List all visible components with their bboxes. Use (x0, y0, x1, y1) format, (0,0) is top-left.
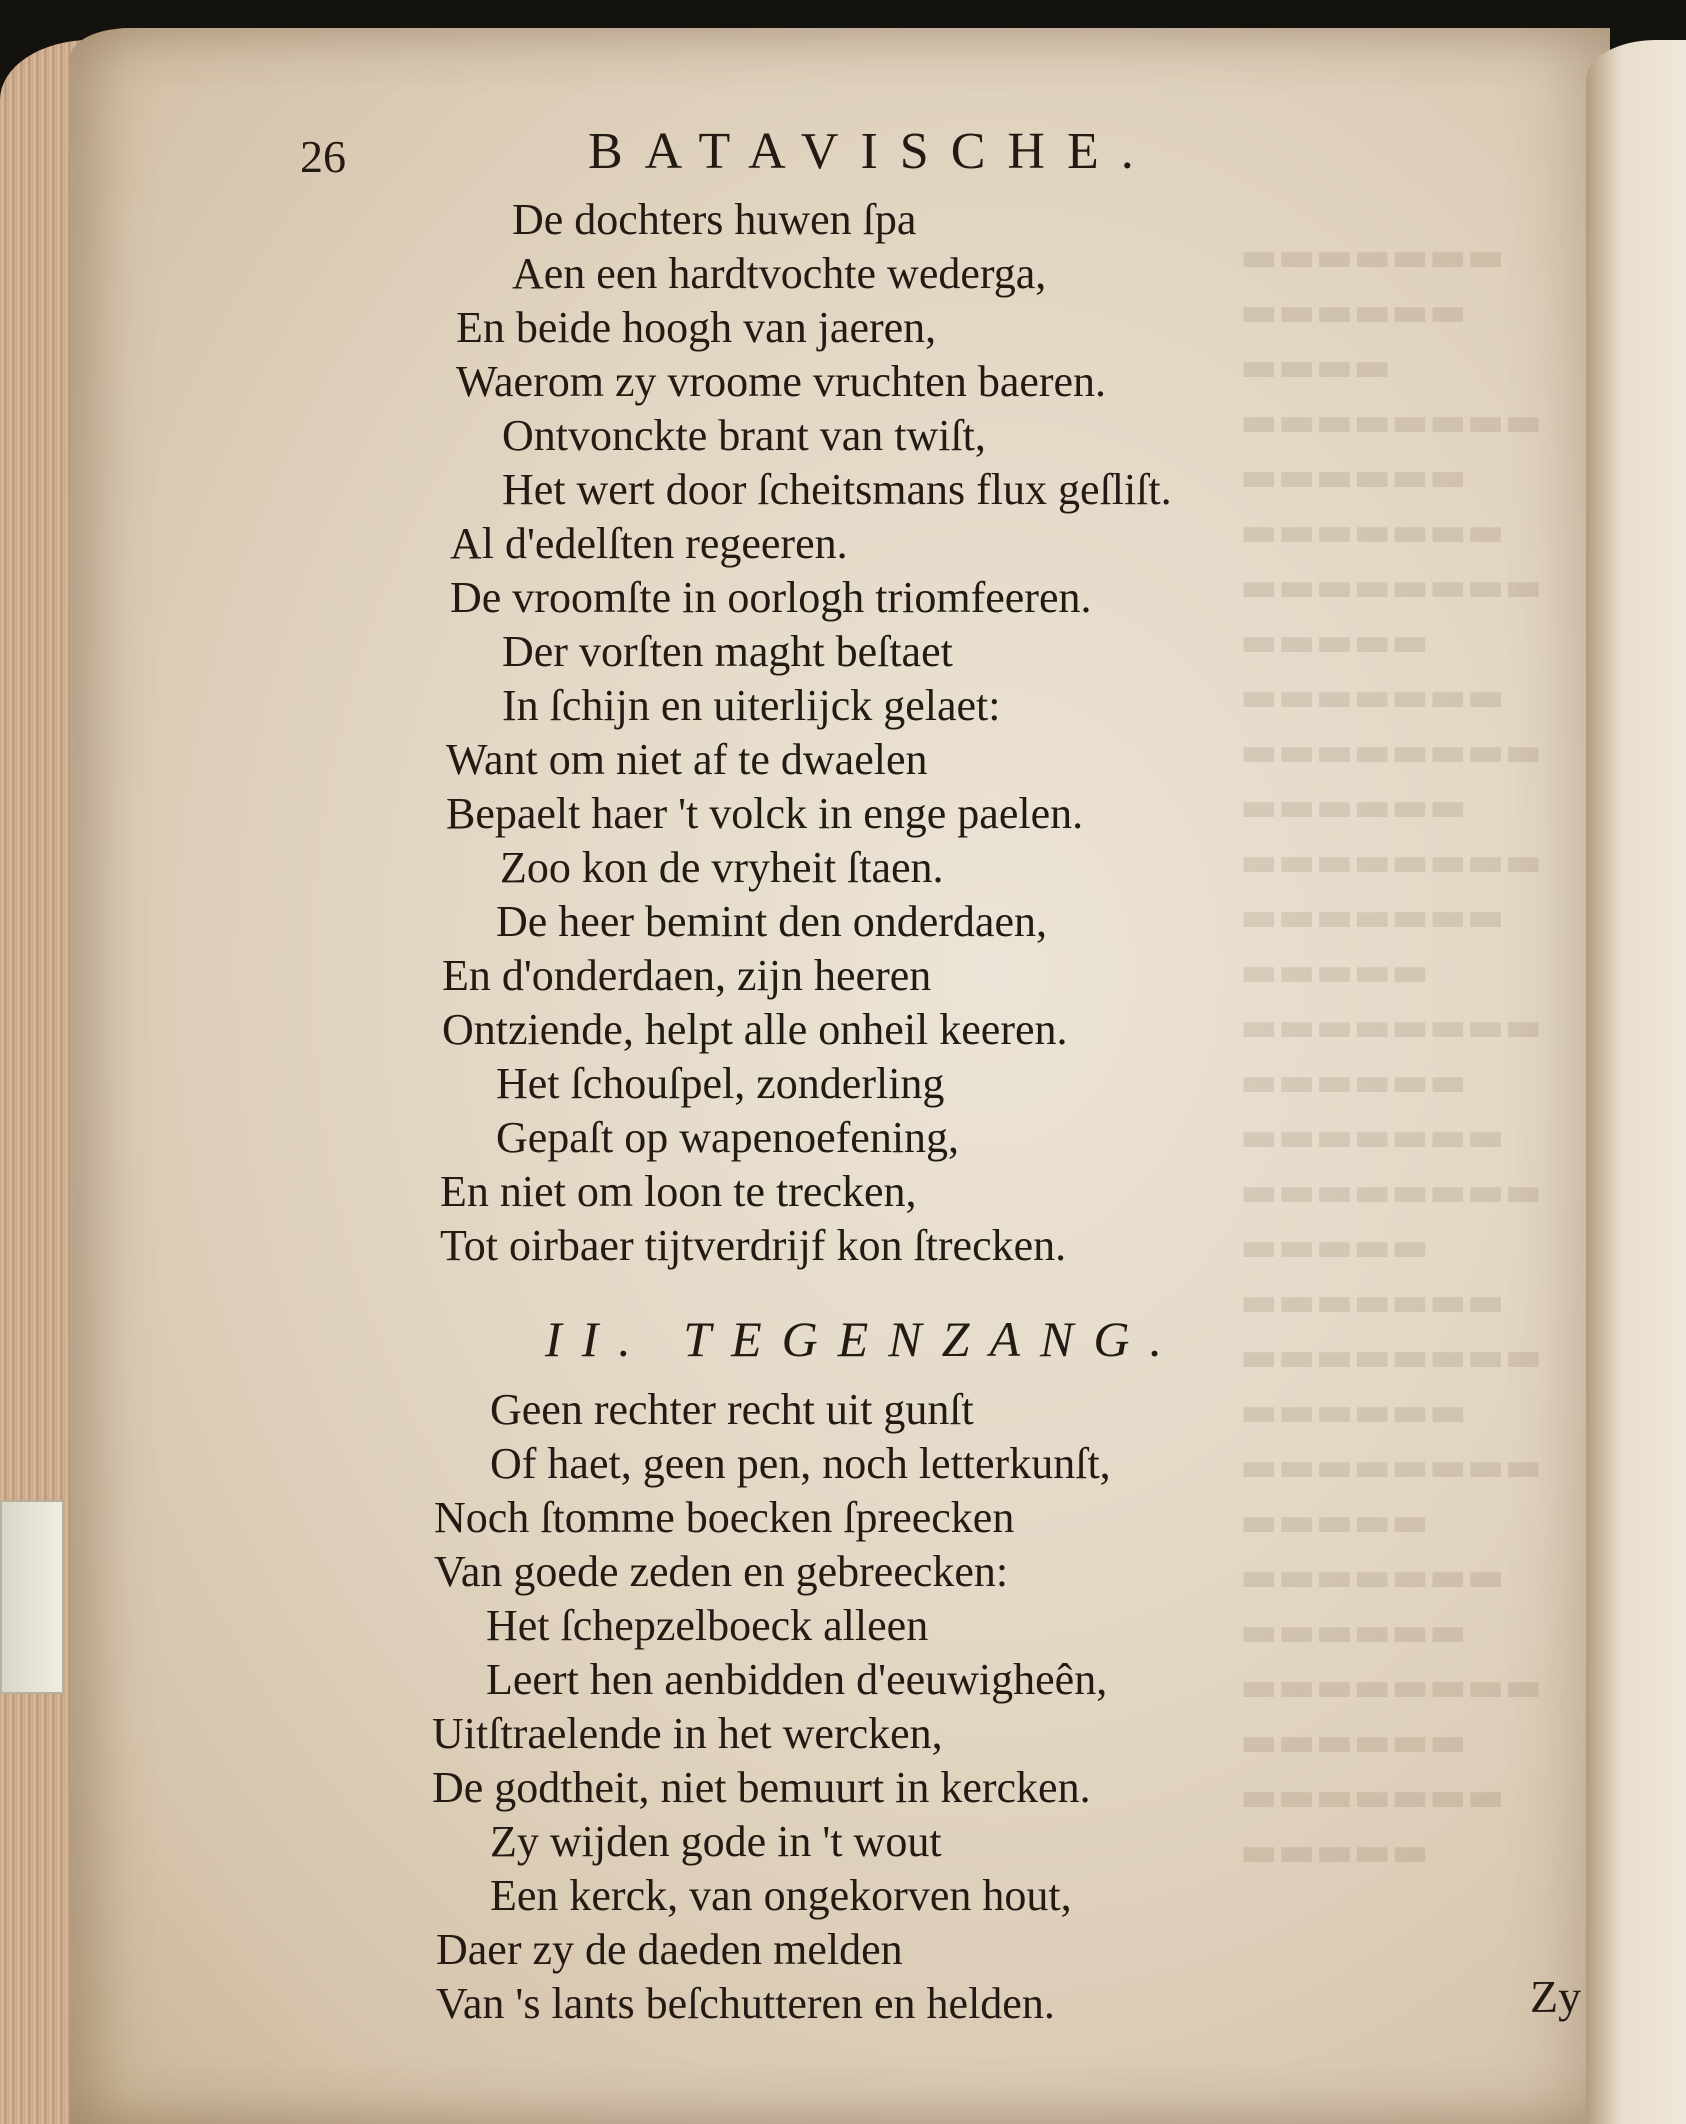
catchword: Zy (1530, 1971, 1582, 2022)
verse-line: Het ſchepzelboeck alleen (486, 1601, 929, 1650)
verse-line: Ontziende, helpt alle onheil keeren. (442, 1005, 1068, 1054)
verse-line: Het wert door ſcheitsmans flux geſliſt. (502, 465, 1172, 514)
verse-line: En d'onderdaen, zijn heeren (442, 951, 932, 1000)
section-heading: II. TEGENZANG. (545, 1311, 1182, 1367)
verse-line: De vroomſte in oorlogh triomfeeren. (450, 573, 1092, 622)
bleed-through-text: ▬▬▬▬▬▬▬ ▬▬▬▬▬▬ ▬▬▬▬ ▬▬▬▬▬▬▬▬ ▬▬▬▬▬▬ ▬▬▬▬▬▬▬ ▬▬▬▬▬▬▬▬ ▬▬▬▬▬ ▬▬▬▬▬▬▬ ▬▬▬▬▬▬▬▬ ▬▬▬▬▬▬ ▬▬▬▬▬▬▬▬ ▬▬▬▬▬▬▬ ▬▬▬▬▬ ▬▬▬▬▬▬▬▬ ▬▬▬▬▬▬ ▬▬▬▬▬▬▬ ▬▬▬▬▬▬▬▬ ▬▬▬▬▬ ▬▬▬▬▬▬▬ ▬▬▬▬▬▬▬▬ ▬▬▬▬▬▬ ▬▬▬▬▬▬▬▬ ▬▬▬▬▬ ▬▬▬▬▬▬▬ ▬▬▬▬▬▬ ▬▬▬▬▬▬▬▬ ▬▬▬▬▬▬ ▬▬▬▬▬▬▬ ▬▬▬▬▬ (1240, 234, 1543, 1875)
verse-line: Een kerck, van ongekorven hout, (490, 1871, 1072, 1920)
verse-line: Het ſchouſpel, zonderling (496, 1059, 945, 1108)
verse-line: Ontvonckte brant van twiſt, (502, 411, 986, 460)
verse-line: Of haet, geen pen, noch letterkunſt, (490, 1439, 1111, 1488)
verse-line: De godtheit, niet bemuurt in kercken. (432, 1763, 1091, 1812)
verse-line: De heer bemint den onderdaen, (496, 897, 1047, 946)
verse-line: Want om niet af te dwaelen (446, 735, 928, 784)
verse-line: In ſchijn en uiterlijck gelaet: (502, 681, 1001, 730)
verse-line: Geen rechter recht uit gunſt (490, 1385, 974, 1434)
page-number: 26 (300, 131, 346, 182)
verse-line: Bepaelt haer 't volck in enge paelen. (446, 789, 1084, 838)
verse-line: En beide hoogh van jaeren, (456, 303, 937, 352)
verse-line: Zy wijden gode in 't wout (490, 1817, 942, 1866)
verse-line: Uitſtraelende in het wercken, (432, 1709, 943, 1758)
verse-line: Van goede zeden en gebreecken: (434, 1547, 1009, 1596)
verse-line: De dochters huwen ſpa (512, 195, 917, 244)
verse-line: Aen een hardtvochte wederga, (512, 249, 1047, 298)
verse-line: Waerom zy vroome vruchten baeren. (456, 357, 1107, 406)
verse-line: Noch ſtomme boecken ſpreecken (434, 1493, 1015, 1542)
verse-line: Gepaſt op wapenoefening, (496, 1113, 960, 1162)
verse-line: Daer zy de daeden melden (436, 1925, 903, 1974)
verse-line: Leert hen aenbidden d'eeuwigheên, (486, 1655, 1108, 1704)
running-head: BATAVISCHE. (588, 123, 1156, 180)
verse-line: Tot oirbaer tijtverdrijf kon ſtrecken. (440, 1221, 1067, 1270)
verse-line: Van 's lants beſchutteren en helden. (436, 1979, 1055, 2028)
verse-line: Al d'edelſten regeeren. (450, 519, 848, 568)
verse-line: Der vorſten maght beſtaet (502, 627, 953, 676)
verse-line: En niet om loon te trecken, (440, 1167, 917, 1216)
verse-line: Zoo kon de vryheit ſtaen. (500, 843, 944, 892)
